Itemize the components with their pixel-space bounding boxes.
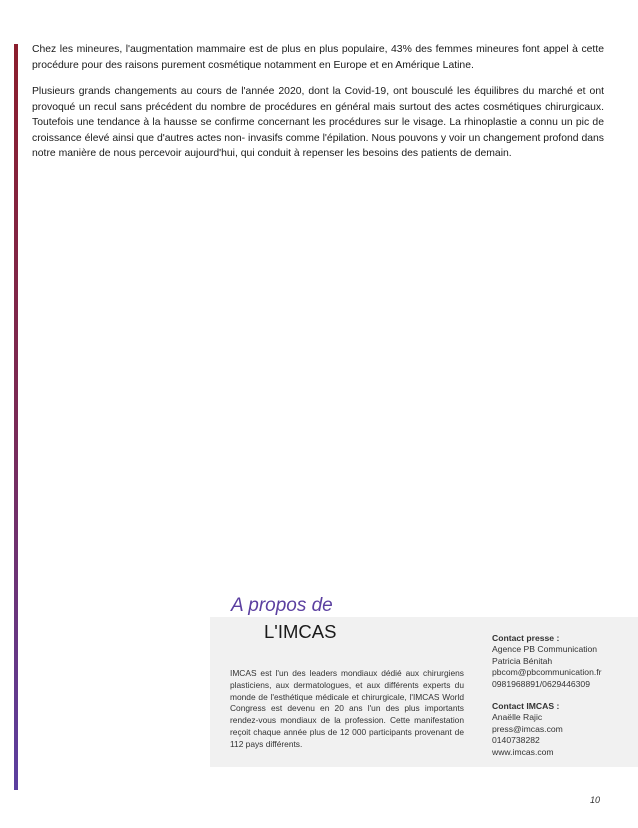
about-description: IMCAS est l'un des leaders mondiaux dédié aux chirurgiens plasticiens, aux dermatologues, et aux différents experts du monde de l'esthétique médicale et chirurgicale, l'IMCAS World Congress est devenu en 20 ans l'un des plus importants rendez-vous mondiaux de la profession. Cette manifestation reçoit chaque année plus de 12 000 participants provenant de 112 pays différents. bbox=[230, 668, 464, 749]
press-email-link[interactable]: pbcom@pbcommunication.fr bbox=[492, 667, 602, 678]
press-agency: Agence PB Communication bbox=[492, 644, 598, 655]
imcas-phone: 0140738282 bbox=[492, 735, 540, 746]
press-contact-name: Patricia Bénitah bbox=[492, 655, 553, 666]
press-phones: 0981968891/0629446309 bbox=[492, 678, 590, 689]
press-contact-label: Contact presse : bbox=[492, 633, 560, 643]
about-subheading: L'IMCAS bbox=[264, 621, 337, 642]
page-number: 10 bbox=[589, 795, 600, 805]
imcas-website-link[interactable]: www.imcas.com bbox=[492, 746, 554, 757]
intro-paragraph-1: Chez les mineures, l'augmentation mammaire est de plus en plus populaire, 43% des femmes mineures font appel à cette procédure pour des raisons purement cosmétique notamment en Europe et en Amérique Latine. bbox=[32, 44, 604, 71]
imcas-email-link[interactable]: press@imcas.com bbox=[492, 723, 563, 734]
contacts-block bbox=[492, 633, 636, 758]
about-heading: A propos de bbox=[231, 595, 333, 616]
contacts-spacer bbox=[492, 690, 636, 701]
intro-paragraph-2: Plusieurs grands changements au cours de l'année 2020, dont la Covid-19, ont bousculé les équilibres du marché et ont provoqué un recul sans précédent du nombre de procédures en général mais surtout des actes cosmétiques chirurgicaux. Toutefois une tendance à la hausse se confirme concernant les procédures sur le visage. La rhinoplastie a connu un pic de croissance élevé ainsi que d'autres actes non- invasifs comme l'épilation. Nous pouvons y voir un changement profond dans notre manière de nous percevoir aujourd'hui, qui conduit à repenser les besoins des patients de demain. bbox=[32, 86, 604, 159]
intro-text bbox=[32, 42, 604, 173]
imcas-contact-label: Contact IMCAS : bbox=[492, 701, 560, 712]
side-accent-bar bbox=[14, 44, 18, 790]
imcas-contact-name: Anaëlle Rajic bbox=[492, 712, 543, 723]
